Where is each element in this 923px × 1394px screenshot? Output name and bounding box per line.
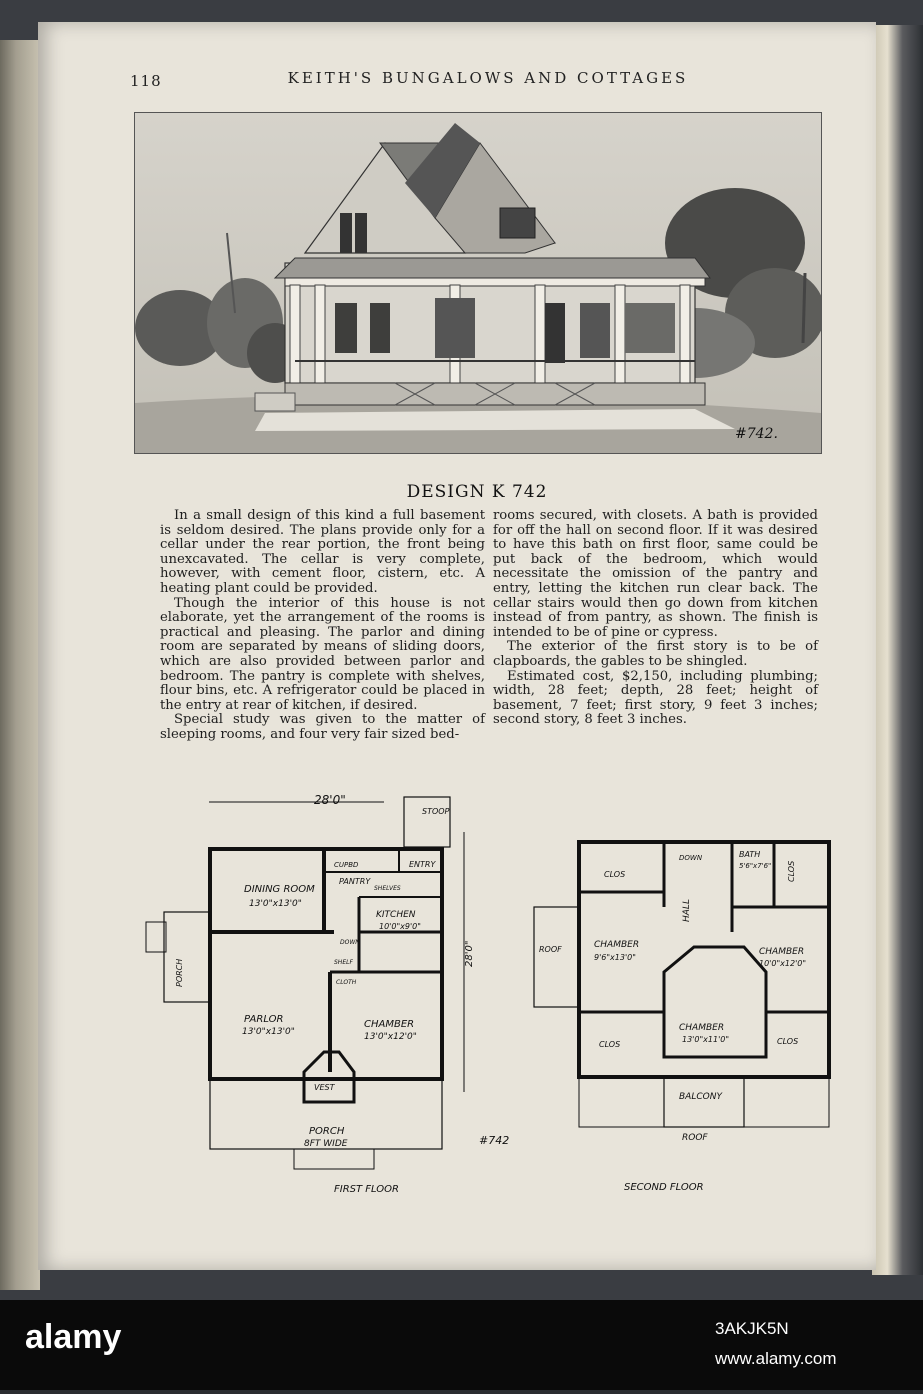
chamber-center-size: 13'0"x11'0" [682,1035,730,1044]
first-floor-plan [146,793,509,1195]
watermark-graphic [0,1300,923,1390]
first-floor-depth: 28'0" [464,940,475,967]
book-spine-edge [0,40,40,1290]
watermark-id: 3AKJK5N [715,1319,789,1338]
second-floor-plan [534,842,829,1193]
right-page-edge [872,25,923,1275]
kitchen-label: KITCHEN [376,910,416,920]
paragraph: The exterior of the first story is to be of clapboards, the gables to be shingled. [493,639,818,669]
pantry-label: PANTRY [339,877,371,886]
chamber-left-label: CHAMBER [594,940,640,950]
roof-label: ROOF [539,945,562,954]
shelves-label: SHELVES [374,885,401,892]
closet-label: CLOS [604,870,626,879]
dining-room-label: DINING ROOM [244,884,315,895]
design-title: DESIGN K 742 [406,482,548,502]
paragraph: rooms secured, with closets. A bath is provided for off the hall on second floor. If it was desired to have this bath on first floor, same could be put back of the bedroom, which would necessitate the omission of the pantry and entry, letting the kitchen run clear back. The cellar stairs would then go down from kitchen instead of from pantry, as shown. The finish is intended to be of pine or cypress. [493,508,818,640]
stair-down-label: DOWN [679,854,703,862]
dining-room-size: 13'0"x13'0" [249,899,302,909]
watermark-logo: alamy [25,1318,122,1356]
page-number: 118 [130,72,162,90]
vestibule-label: VEST [314,1083,335,1092]
cupboard-label: CUPBD [334,861,359,869]
first-floor-width: 28'0" [314,793,346,807]
parlor-label: PARLOR [244,1014,284,1025]
bath-label: BATH [739,850,761,859]
parlor-size: 13'0"x13'0" [242,1027,295,1037]
hall-label: HALL [682,899,692,922]
roof-label-lower: ROOF [682,1133,708,1143]
paragraph: In a small design of this kind a full basement is seldom desired. The plans provide only for a cellar under the rear portion, the front being unexcavated. The cellar is very complete, however, with cement floor, cistern, etc. A heating plant could be provided. [160,508,485,596]
first-floor-caption: FIRST FLOOR [334,1184,399,1195]
kitchen-size: 10'0"x9'0" [379,922,421,931]
closet-label: CLOS [777,1037,799,1046]
chamber-center-label: CHAMBER [679,1023,725,1033]
chamber-size: 13'0"x12'0" [364,1032,417,1042]
text-column-left [160,509,485,743]
stoop-label: STOOP [422,807,450,816]
bath-size: 5'6"x7'6" [739,862,772,870]
house-illustration [135,113,821,453]
down-label: DOWN [340,939,360,946]
porch-width: 8FT WIDE [304,1139,348,1149]
closet-label: CLOS [599,1040,621,1049]
closet-label: CLOS [787,860,796,882]
plan-number: #742 [479,1134,510,1147]
paragraph: Estimated cost, $2,150, including plumbing; width, 28 feet; depth, 28 feet; height of basement, 7 feet; first story, 9 feet 3 inches; second story, 8 feet 3 inches. [493,668,818,728]
balcony-label: BALCONY [679,1092,722,1102]
floor-plans [134,772,874,1202]
paragraph: Though the interior of this house is not elaborate, yet the arrangement of the rooms is practical and pleasing. The parlor and dining room are separated by means of sliding doors, which are also provided between parlor and bedroom. The pantry is complete with shelves, flour bins, etc. A refrigerator could be placed in the entry at rear of kitchen, if desired. [160,595,485,713]
chamber-label: CHAMBER [364,1019,415,1030]
watermark-bar [0,1300,923,1390]
side-porch-label: PORCH [175,958,184,987]
text-column-right [493,509,818,728]
shelf-label: SHELF [334,959,353,966]
watermark-site: www.alamy.com [715,1349,837,1368]
chamber-right-label: CHAMBER [759,947,805,957]
floor-plans-drawing [134,772,874,1202]
chamber-left-size: 9'6"x13'0" [594,953,636,962]
entry-label: ENTRY [409,860,436,869]
second-floor-caption: SECOND FLOOR [624,1182,704,1193]
chamber-right-size: 10'0"x12'0" [759,959,807,968]
book-page [38,22,876,1270]
paragraph: Special study was given to the matter of sleeping rooms, and four very fair sized bed- [160,712,485,742]
porch-label: PORCH [309,1126,345,1137]
rendering-label: #742. [735,426,778,442]
house-rendering [134,112,822,454]
cloth-label: CLOTH [336,979,357,986]
running-head: KEITH'S BUNGALOWS AND COTTAGES [287,69,689,87]
